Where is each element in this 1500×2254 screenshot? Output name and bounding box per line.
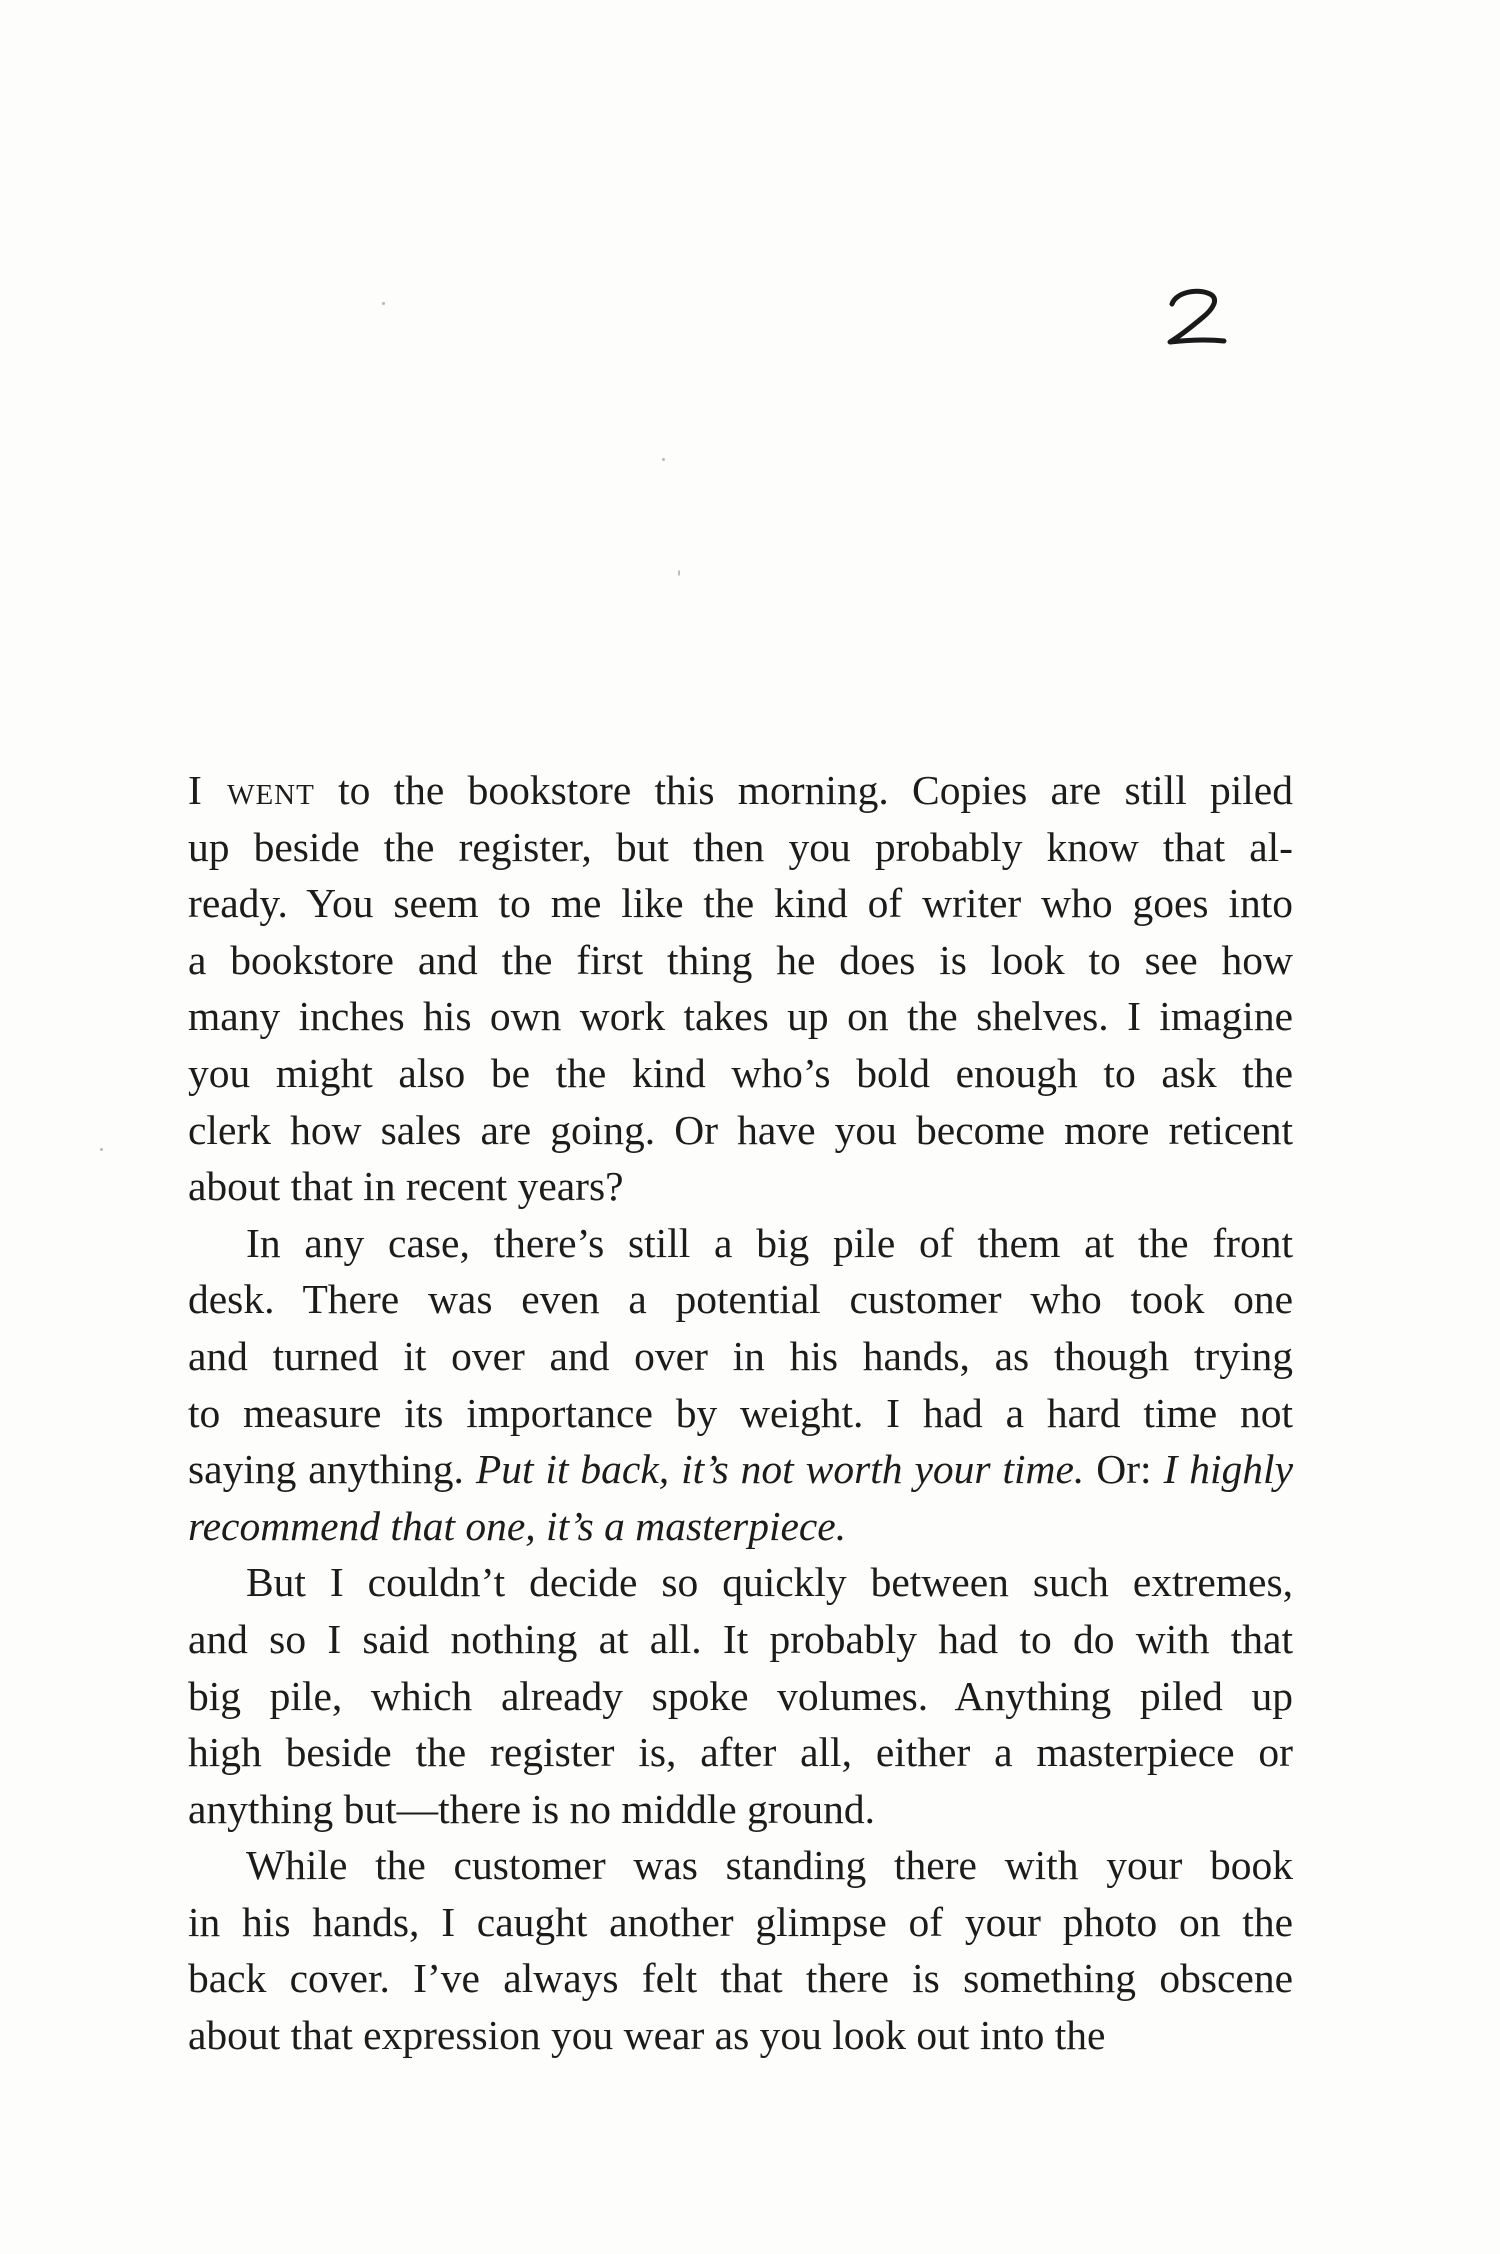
paper-speck: [662, 458, 665, 461]
text-run: many inches his own work takes up on the shelves. I imagine: [188, 993, 1293, 1040]
text-run: desk. There was even a potential customer who took one: [188, 1276, 1293, 1323]
text-line: [188, 932, 1293, 989]
text-line: [188, 1441, 1293, 1498]
text-line: [188, 1611, 1293, 1668]
text-run: to the bookstore this morning. Copies are still piled: [314, 767, 1293, 813]
italic-text: I highly: [1163, 1446, 1293, 1493]
text-line: [188, 1215, 1293, 1272]
body-text: [188, 762, 1293, 2064]
text-run: saying anything.: [188, 1446, 476, 1493]
text-line: [188, 1837, 1293, 1894]
text-run: In any case, there’s still a big pile of them at the front: [246, 1219, 1293, 1266]
text-run: anything but—there is no middle ground.: [188, 1785, 875, 1832]
text-line: [188, 2007, 1293, 2064]
text-line: [188, 1328, 1293, 1385]
text-run: to measure its importance by weight. I had a hard time not: [188, 1389, 1293, 1436]
text-line: [188, 1385, 1293, 1442]
text-run: But I couldn’t decide so quickly between such extremes,: [246, 1559, 1293, 1606]
handwritten-chapter-number-2: [1160, 282, 1240, 352]
text-line: [188, 819, 1293, 876]
text-line: [188, 1724, 1293, 1781]
italic-text: Put it back, it’s not worth your time.: [475, 1446, 1085, 1493]
text-run: and turned it over and over in his hands, as though trying: [188, 1332, 1293, 1379]
text-run: clerk how sales are going. Or have you become more reticent: [188, 1106, 1293, 1153]
text-run: big pile, which already spoke volumes. Anything piled up: [188, 1672, 1293, 1719]
text-run: in his hands, I caught another glimpse of your photo on the: [188, 1898, 1293, 1945]
paper-speck: [678, 570, 680, 576]
paragraph: [188, 1554, 1293, 1837]
text-run: you might also be the kind who’s bold enough to ask the: [188, 1049, 1293, 1096]
chapter-number: [1160, 282, 1240, 352]
text-line: [188, 1271, 1293, 1328]
text-run: back cover. I’ve always felt that there is something obscene: [188, 1955, 1293, 2002]
paragraph: [188, 762, 1293, 1215]
text-line: [188, 1498, 1293, 1555]
text-line: [188, 1554, 1293, 1611]
text-line: [188, 988, 1293, 1045]
paper-speck: [100, 1148, 103, 1151]
text-line: [188, 1102, 1293, 1159]
text-line: [188, 1781, 1293, 1838]
text-run: Or:: [1084, 1446, 1164, 1493]
paragraph: [188, 1837, 1293, 2063]
text-line: [188, 1045, 1293, 1102]
text-line: [188, 1950, 1293, 2007]
paper-speck: [382, 302, 385, 305]
text-run: ready. You seem to me like the kind of writer who goes into: [188, 880, 1293, 927]
text-run: While the customer was standing there with your book: [246, 1842, 1293, 1889]
text-run: and so I said nothing at all. It probably had to do with that: [188, 1615, 1293, 1662]
text-line: [188, 1668, 1293, 1725]
text-run: a bookstore and the first thing he does is look to see how: [188, 936, 1293, 983]
text-run: about that in recent years?: [188, 1163, 624, 1210]
small-caps-text: I went: [188, 767, 315, 813]
text-line: [188, 762, 1293, 819]
text-line: [188, 875, 1293, 932]
text-run: high beside the register is, after all, either a masterpiece or: [188, 1729, 1293, 1776]
text-line: [188, 1894, 1293, 1951]
italic-text: recommend that one, it’s a masterpiece.: [188, 1502, 847, 1549]
paragraph: [188, 1215, 1293, 1555]
text-run: about that expression you wear as you look out into the: [188, 2012, 1106, 2059]
text-run: up beside the register, but then you probably know that al-: [188, 823, 1293, 870]
text-line: [188, 1158, 1293, 1215]
